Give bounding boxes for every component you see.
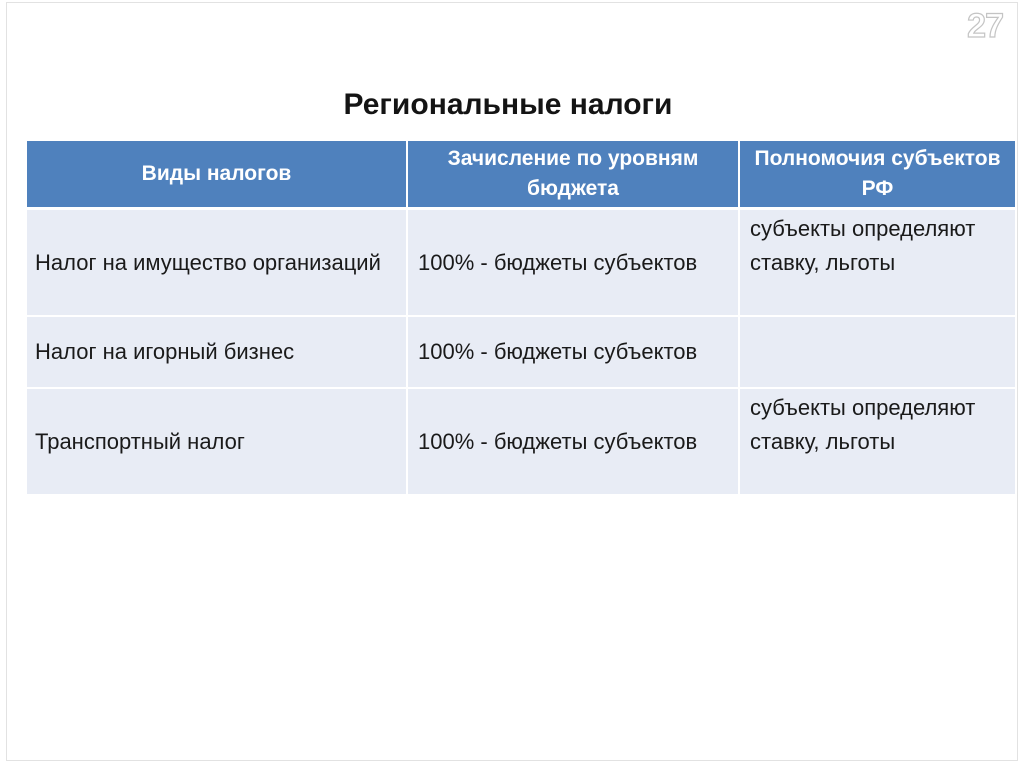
tax-name-cell: Налог на имущество организаций: [27, 209, 407, 317]
table-row: [27, 316, 1015, 388]
header-budget-distribution: Зачисление по уровням бюджета: [407, 141, 739, 209]
tax-name-cell: Транспортный налог: [27, 388, 407, 494]
budget-distribution-cell: 100% - бюджеты субъектов: [407, 388, 739, 494]
regional-taxes-table: [27, 141, 1015, 494]
slide-title: Региональные налоги: [343, 88, 673, 121]
table-row: [27, 209, 1015, 317]
header-tax-type: Виды налогов: [27, 141, 407, 209]
table-row: [27, 388, 1015, 494]
table-header-row: [27, 141, 1015, 209]
budget-distribution-cell: 100% - бюджеты субъектов: [407, 209, 739, 317]
subject-authority-cell: субъекты определяют ставку, льготы: [739, 388, 1015, 494]
budget-distribution-cell: 100% - бюджеты субъектов: [407, 316, 739, 388]
header-subject-authority: Полномочия субъектов РФ: [739, 141, 1015, 209]
subject-authority-cell: субъекты определяют ставку, льготы: [739, 209, 1015, 317]
tax-name-cell: Налог на игорный бизнес: [27, 316, 407, 388]
slide-number: 27: [967, 7, 1003, 45]
subject-authority-cell: [739, 316, 1015, 388]
